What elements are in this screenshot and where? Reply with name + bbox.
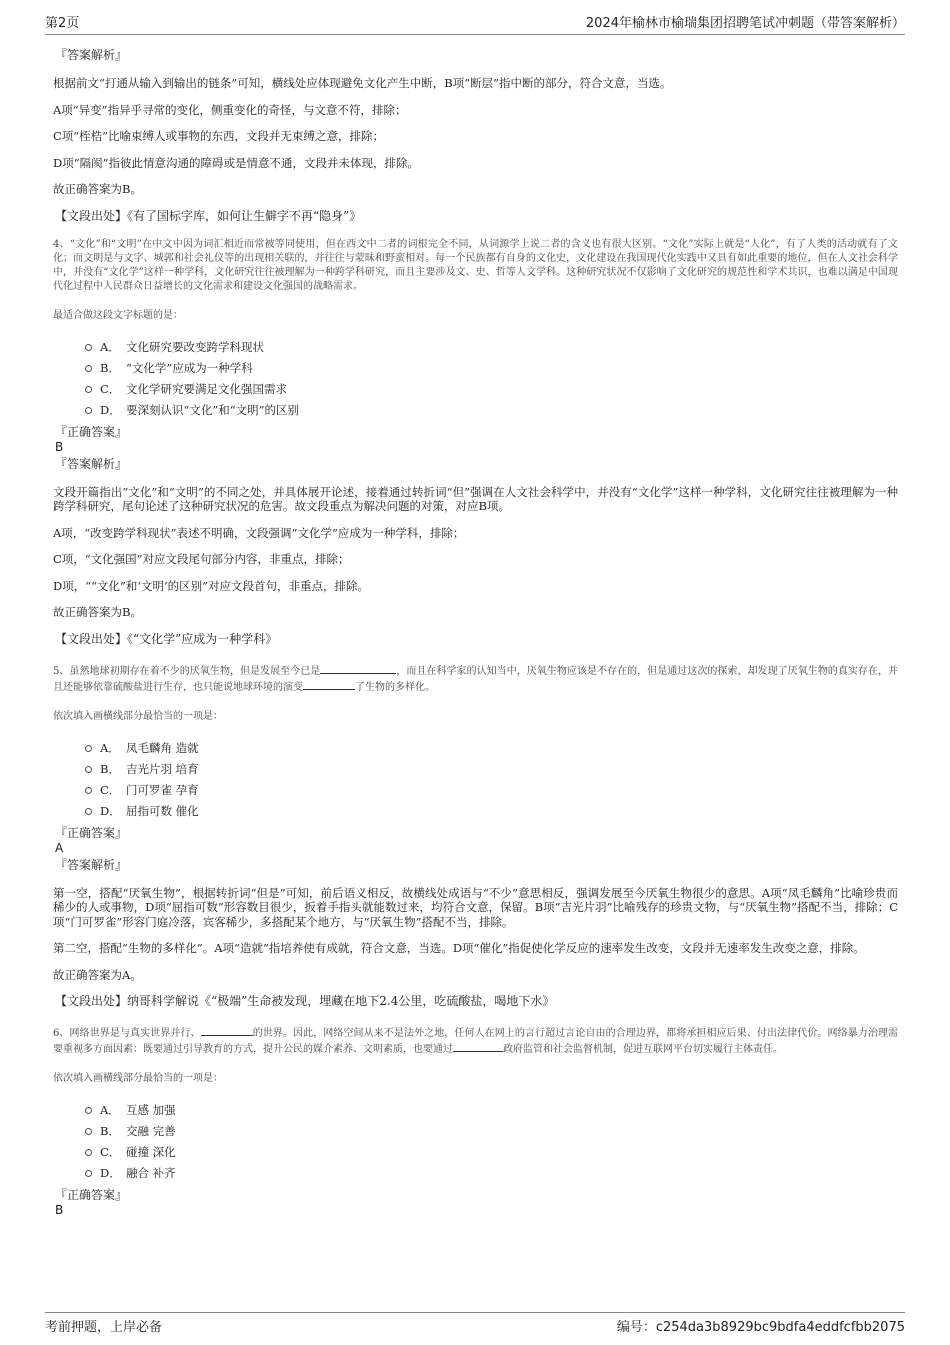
q5-analysis-label: 『答案解析』 bbox=[55, 857, 128, 872]
fill-blank bbox=[320, 663, 396, 674]
q4-source: 【文段出处】《“文化学”应成为一种学科》 bbox=[55, 631, 278, 646]
q5-answer: A bbox=[55, 840, 64, 855]
q4-analysis-para: 文段开篇指出“文化”和“文明”的不同之处，并具体展开论述，接着通过转折词“但”强调在人文社会科学中，并没有“文化学”这样一种学科，文化研究往往被理解为一种跨学科研究，尾句论述了这种研究状况的危害。故文段重点为解决问题的对策，对应B项。 bbox=[53, 484, 898, 513]
q5-stem: 5、虽然地球初期存在着不少的厌氧生物，但是发展至今已是 ，而且在科学家的认知当中，厌氧生物应该是不存在的，但是通过这次的探索，却发现了厌氧生物的真实存在，并且还能够依靠硫酸盐进行生存，也只能说地球环境的演变 了生物的多样化。 bbox=[53, 663, 898, 695]
q3-analysis-label: 『答案解析』 bbox=[55, 48, 128, 62]
q4-option-c[interactable]: C． 文化学研究要满足文化强国需求 bbox=[85, 379, 898, 400]
fill-blank bbox=[453, 1041, 503, 1052]
q6-option-c[interactable]: C． 碰撞 深化 bbox=[85, 1142, 898, 1163]
q6-answer: B bbox=[55, 1203, 64, 1217]
q3-source: 【文段出处】《有了国标字库，如何让生僻字不再“隐身”》 bbox=[55, 208, 362, 223]
radio-icon[interactable] bbox=[85, 407, 92, 414]
document-title: 2024年榆林市榆瑞集团招聘笔试冲刺题（带答案解析） bbox=[585, 16, 905, 31]
radio-icon[interactable] bbox=[85, 344, 92, 351]
q4-analysis-label: 『答案解析』 bbox=[55, 456, 128, 471]
q4-analysis-para: C项，“文化强国”对应文段尾句部分内容，非重点，排除； bbox=[53, 552, 350, 566]
q5-prompt: 依次填入画横线部分最恰当的一项是： bbox=[53, 710, 223, 722]
q4-option-d[interactable]: D． 要深刻认识“文化”和“文明”的区别 bbox=[85, 400, 898, 421]
q6-prompt: 依次填入画横线部分最恰当的一项是： bbox=[53, 1073, 223, 1084]
q3-analysis-para: 故正确答案为B。 bbox=[53, 182, 142, 196]
radio-icon[interactable] bbox=[85, 1107, 92, 1114]
q6-option-d[interactable]: D． 融合 补齐 bbox=[85, 1163, 898, 1184]
q6-option-b[interactable]: B． 交融 完善 bbox=[85, 1121, 898, 1142]
q4-options bbox=[85, 337, 898, 421]
fill-blank bbox=[303, 679, 355, 690]
q5-option-b[interactable]: B． 吉光片羽 培育 bbox=[85, 759, 898, 780]
q6-option-a[interactable]: A． 互感 加强 bbox=[85, 1100, 898, 1121]
page-header bbox=[45, 14, 905, 35]
radio-icon[interactable] bbox=[85, 386, 92, 393]
q5-analysis-para: 第二空，搭配“生物的多样化”。A项“造就”指培养使有成就，符合文意，当选。D项“催化”指促使化学反应的速率发生改变，文段并无速率发生改变之意，排除。 bbox=[53, 941, 865, 955]
q3-analysis-para: D项“隔阂”指彼此情意沟通的障碍或是情意不通，文段并未体现，排除。 bbox=[53, 155, 419, 170]
q4-stem: 4、“文化”和“文明”在中文中因为词汇相近而常被等同使用，但在西文中二者的词根完全不同，从词源学上说二者的含义也有很大区别。“文化”实际上就是“人化”，有了人类的活动就有了文化；而文明是与文字、城郭和社会礼仪等的出现相关联的，并往往与蒙昧和野蛮相对。每一个民族都有自身的文化史，文化建设在我国现代化实践中又具有如此重要的地位，但在人文社会科学中，并没有“文化学”这样一种学科，文化研究往往被理解为一种跨学科研究，而且主要涉及文、史、哲等人文学科。这种研究状况不仅影响了文化研究的规范性和学术共识，也难以满足中国现代化过程中人民群众日益增长的文化需求和建设文化强国的战略需求。 bbox=[53, 238, 898, 292]
page-footer bbox=[45, 1312, 905, 1335]
q5-options bbox=[85, 738, 898, 822]
q3-analysis-para: 根据前文“打通从输入到输出的链条”可知，横线处应体现避免文化产生中断，B项“断层”指中断的部分，符合文意，当选。 bbox=[53, 76, 672, 90]
q3-analysis-para: C项“桎梏”比喻束缚人或事物的东西，文段并无束缚之意，排除； bbox=[53, 129, 385, 143]
q5-source: 【文段出处】纳哥科学解说《“极端”生命被发现，埋藏在地下2.4公里，吃硫酸盐，喝地下水》 bbox=[55, 994, 555, 1008]
radio-icon[interactable] bbox=[85, 365, 92, 372]
q4-analysis-para: A项，“改变跨学科现状”表述不明确，文段强调“文化学”应成为一种学科，排除； bbox=[53, 525, 465, 540]
document-id: 编号：c254da3b8929bc9bdfa4eddfcfbb2075 bbox=[616, 1320, 905, 1335]
q4-analysis-para: 故正确答案为B。 bbox=[53, 605, 142, 619]
radio-icon[interactable] bbox=[85, 745, 92, 752]
radio-icon[interactable] bbox=[85, 1170, 92, 1177]
q4-answer: B bbox=[55, 439, 64, 454]
q4-option-a[interactable]: A． 文化研究要改变跨学科现状 bbox=[85, 337, 898, 358]
q4-answer-label: 『正确答案』 bbox=[55, 424, 128, 439]
fill-blank bbox=[201, 1025, 253, 1036]
q6-options bbox=[85, 1100, 898, 1184]
radio-icon[interactable] bbox=[85, 1128, 92, 1135]
q5-option-a[interactable]: A． 凤毛麟角 造就 bbox=[85, 738, 898, 759]
q6-answer-label: 『正确答案』 bbox=[55, 1188, 128, 1202]
radio-icon[interactable] bbox=[85, 1149, 92, 1156]
q6-stem: 6、网络世界是与真实世界并行、 的世界。因此，网络空间从来不是法外之地，任何人在网上的言行超过言论自由的合理边界，都将承担相应后果、付出法律代价。网络暴力治理需要重视多方面因素：既要通过引导教育的方式，提升公民的媒介素养、文明素质，也要通过 政府监管和社会监督机制，促进互联网平台切实履行主体责任。 bbox=[53, 1025, 898, 1057]
page-number: 第2页 bbox=[45, 16, 80, 31]
radio-icon[interactable] bbox=[85, 766, 92, 773]
radio-icon[interactable] bbox=[85, 808, 92, 815]
q3-analysis-para: A项“异变”指异乎寻常的变化，侧重变化的奇怪，与文意不符，排除； bbox=[53, 102, 407, 117]
footer-slogan: 考前押题，上岸必备 bbox=[45, 1320, 163, 1335]
q5-option-c[interactable]: C． 门可罗雀 孕育 bbox=[85, 780, 898, 801]
q5-answer-label: 『正确答案』 bbox=[55, 825, 128, 840]
q4-analysis-para: D项，““文化”和‘文明’的区别”对应文段首句，非重点，排除。 bbox=[53, 578, 370, 593]
q4-option-b[interactable]: B． “文化学”应成为一种学科 bbox=[85, 358, 898, 379]
page-content bbox=[53, 38, 898, 1218]
q4-prompt: 最适合做这段文字标题的是： bbox=[53, 309, 183, 321]
q5-option-d[interactable]: D． 屈指可数 催化 bbox=[85, 801, 898, 822]
q5-analysis-para: 故正确答案为A。 bbox=[53, 967, 142, 982]
radio-icon[interactable] bbox=[85, 787, 92, 794]
q5-analysis-para: 第一空，搭配“厌氧生物”，根据转折词“但是”可知，前后语义相反，故横线处成语与“不少”意思相反，强调发展至今厌氧生物很少的意思。A项“凤毛麟角”比喻珍贵而稀少的人或事物，D项“屈指可数”形容数目很少，扳着手指头就能数过来，均符合文意，保留。B项“吉光片羽”比喻残存的珍贵文物，与“厌氧生物”搭配不当，排除；C项“门可罗雀”形容门庭冷落，宾客稀少，多搭配某个地方，与“厌氧生物”搭配不当，排除。 bbox=[53, 885, 898, 929]
